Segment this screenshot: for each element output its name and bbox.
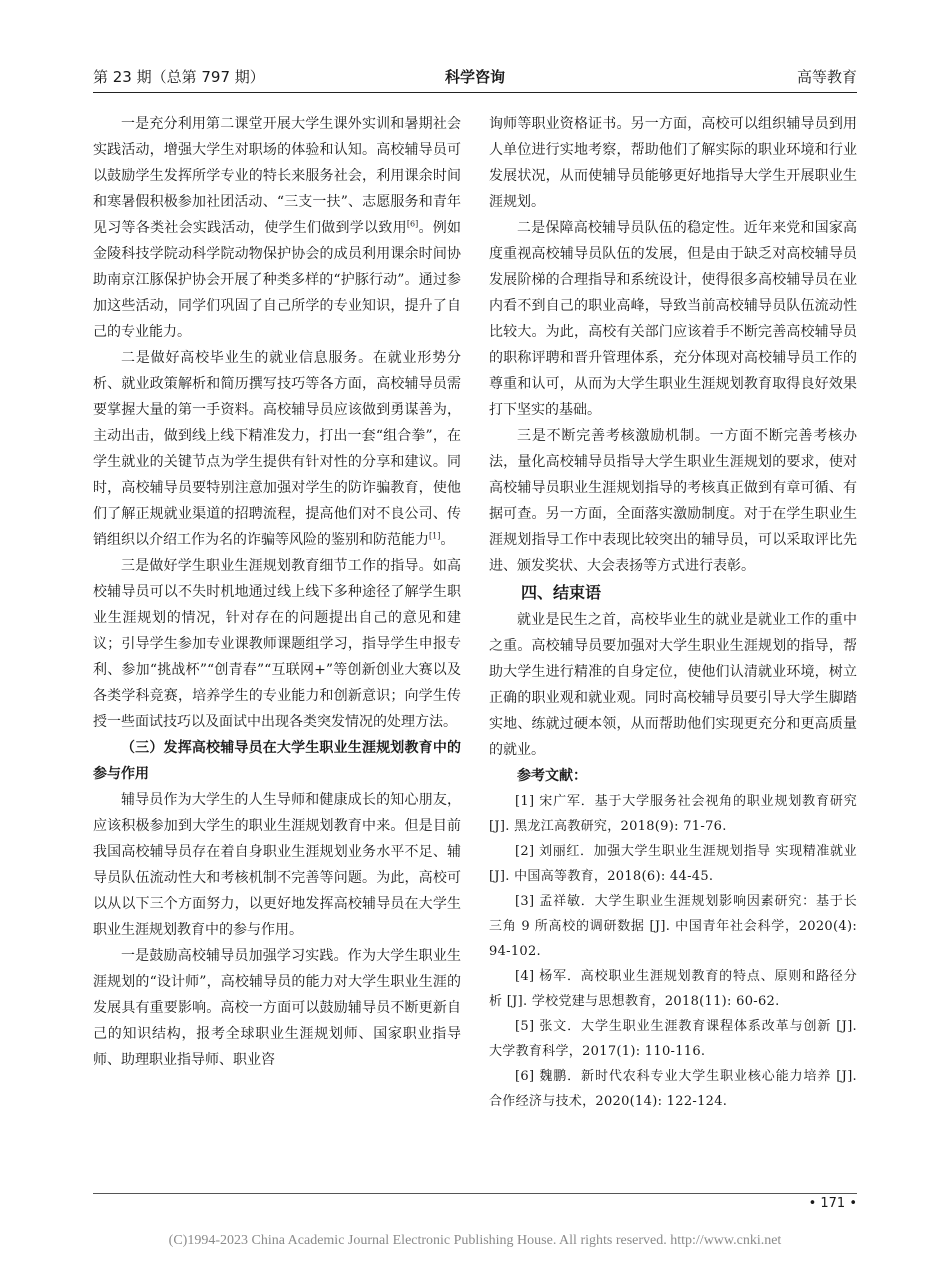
paragraph: 三是做好学生职业生涯规划教育细节工作的指导。如高校辅导员可以不失时机地通过线上线下多种途径了解学生职业生涯规划的情况，针对存在的问题提出自己的意见和建议；引导学生参加专业课教师课题组学习，指导学生申报专利、参加“挑战杯”“创青春”“互联网+”等创新创业大赛以及各类学科竞赛，培养学生的专业能力和创新意识；向学生传授一些面试技巧以及面试中出现各类突发情况的处理方法。 [93,558,461,730]
copyright-notice: (C)1994-2023 China Academic Journal Electronic Publishing House. All rights reserved. http://www.cnki.net [168,1233,782,1248]
paragraph: 三是不断完善考核激励机制。一方面不断完善考核办法，量化高校辅导员指导大学生职业生涯规划的要求，使对高校辅导员职业生涯规划指导的考核真正做到有章可循、有据可查。另一方面，全面落实激励制度。对于在学生职业生涯规划指导工作中表现比较突出的辅导员，可以采取评比先进、颁发奖状、大会表扬等方式进行表彰。 [489,428,857,574]
citation: [1] [429,531,441,541]
subsection-heading: （三）发挥高校辅导员在大学生职业生涯规划教育中的参与作用 [93,740,461,782]
paragraph: 询师等职业资格证书。另一方面，高校可以组织辅导员到用人单位进行实地考察，帮助他们了解实际的职业环境和行业发展状况，从而使辅导员能够更好地指导大学生开展职业生涯规划。 [489,116,857,210]
page-number: • 171 • [808,1196,857,1211]
paragraph: 辅导员作为大学生的人生导师和健康成长的知心朋友，应该积极参加到大学生的职业生涯规划教育中来。但是目前我国高校辅导员存在着自身职业生涯规划业务水平不足、辅导员队伍流动性大和考核机制不完善等问题。为此，高校可以从以下三个方面努力，以更好地发挥高校辅导员在大学生职业生涯规划教育中的参与作用。 [93,792,461,938]
section-category: 高等教育 [796,68,857,86]
citation: [6] [406,219,419,229]
reference-item: [2] 刘丽红．加强大学生职业生涯规划指导 实现精准就业 [J]. 中国高等教育，2018(6): 44-45. [489,844,857,884]
references-title: 参考文献： [517,768,587,784]
left-column [93,111,461,1073]
reference-item: [3] 孟祥敏．大学生职业生涯规划影响因素研究：基于长三角 9 所高校的调研数据 [J]. 中国青年社会科学，2020(4): 94-102. [489,894,857,959]
paragraph: 一是鼓励高校辅导员加强学习实践。作为大学生职业生涯规划的“设计师”，高校辅导员的能力对大学生职业生涯的发展具有重要影响。高校一方面可以鼓励辅导员不断更新自己的知识结构，报考全球职业生涯规划师、国家职业指导师、助理职业指导师、职业咨 [93,948,461,1068]
issue-number: 第 23 期（总第 797 期） [93,68,265,86]
reference-item: [5] 张文．大学生职业生涯教育课程体系改革与创新 [J]. 大学教育科学，2017(1): 110-116. [489,1019,857,1059]
footer-rule [93,1193,857,1194]
header-rule [93,92,857,93]
paragraph: 就业是民生之首，高校毕业生的就业是就业工作的重中之重。高校辅导员要加强对大学生职业生涯规划的指导，帮助大学生进行精准的自身定位，使他们认清就业环境，树立正确的职业观和就业观。同时高校辅导员要引导大学生脚踏实地、练就过硬本领，从而帮助他们实现更充分和更高质量的就业。 [489,612,857,758]
reference-item: [1] 宋广军．基于大学服务社会视角的职业规划教育研究 [J]. 黑龙江高教研究，2018(9): 71-76. [489,794,857,834]
paragraph: 二是保障高校辅导员队伍的稳定性。近年来党和国家高度重视高校辅导员队伍的发展，但是由于缺乏对高校辅导员发展阶梯的合理指导和系统设计，使得很多高校辅导员在业内看不到自己的职业高峰，导致当前高校辅导员队伍流动性比较大。为此，高校有关部门应该着手不断完善高校辅导员的职称评聘和晋升管理体系，充分体现对高校辅导员工作的尊重和认可，从而为大学生职业生涯规划教育取得良好效果打下坚实的基础。 [489,220,857,418]
right-column [489,111,857,1114]
paragraph: 一是充分利用第二课堂开展大学生课外实训和暑期社会实践活动，增强大学生对职场的体验和认知。高校辅导员可以鼓励学生发挥所学专业的特长来服务社会，利用课余时间和寒暑假积极参加社团活动、“三支一扶”、志愿服务和青年见习等各类社会实践活动，使学生们做到学以致用[6]。例如金陵科技学院动科学院动物保护协会的成员利用课余时间协助南京江豚保护协会开展了种类多样的“护豚行动”。通过参加这些活动，同学们巩固了自己所学的专业知识，提升了自己的专业能力。 [93,116,462,340]
running-header [93,64,857,90]
reference-item: [4] 杨军．高校职业生涯规划教育的特点、原则和路径分析 [J]. 学校党建与思想教育，2018(11): 60-62. [489,969,857,1009]
journal-title: 科学咨询 [444,68,505,86]
section-heading: 四、结束语 [521,583,602,602]
paragraph: 二是做好高校毕业生的就业信息服务。在就业形势分析、就业政策解析和简历撰写技巧等各方面，高校辅导员需要掌握大量的第一手资料。高校辅导员应该做到勇谋善为，主动出击，做到线上线下精准发力，打出一套“组合拳”，在学生就业的关键节点为学生提供有针对性的分享和建议。同时，高校辅导员要特别注意加强对学生的防诈骗教育，使他们了解正规就业渠道的招聘流程，提高他们对不良公司、传销组织以介绍工作为名的诈骗等风险的鉴别和防范能力[1]。 [93,350,461,548]
reference-item: [6] 魏鹏．新时代农科专业大学生职业核心能力培养 [J]. 合作经济与技术，2020(14): 122-124. [489,1069,857,1109]
